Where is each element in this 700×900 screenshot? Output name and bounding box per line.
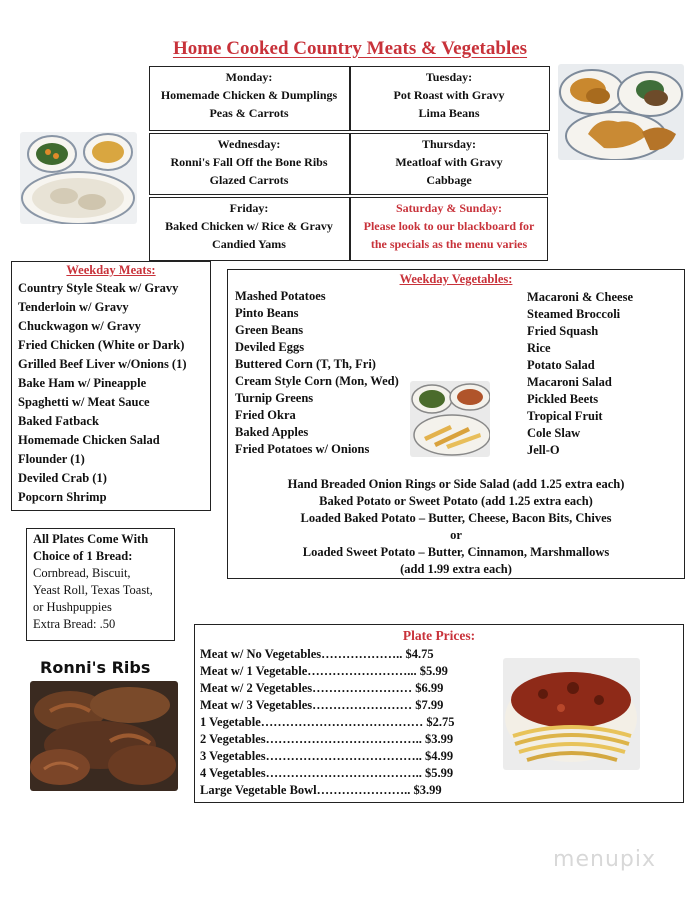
list-item: Deviled Eggs [235, 340, 305, 354]
day-name: Friday: [229, 201, 269, 215]
price-row [200, 748, 455, 765]
vegetables-photo [410, 381, 490, 457]
day-monday [150, 68, 348, 122]
list-item: Buttered Corn (T, Th, Fri) [235, 357, 376, 371]
price-label: 2 Vegetables [200, 732, 266, 746]
list-item: Steamed Broccoli [527, 307, 621, 321]
price-label: 3 Vegetables [200, 749, 266, 763]
day-line: Candied Yams [212, 237, 286, 251]
price-dots: ……………………………….. [265, 766, 422, 780]
day-name: Wednesday: [217, 137, 281, 151]
day-name: Monday: [225, 70, 273, 84]
day-line: Ronni's Fall Off the Bone Ribs [170, 155, 328, 169]
weekday-vegetables-heading: Weekday Vegetables: [399, 272, 513, 286]
list-item: Bake Ham w/ Pineapple [18, 376, 147, 390]
list-item: Potato Salad [527, 358, 595, 372]
list-item: Rice [527, 341, 551, 355]
list-item: Fried Okra [235, 408, 296, 422]
list-item: Baked Fatback [18, 414, 99, 428]
bread-line: Extra Bread: .50 [33, 617, 116, 631]
price-row [200, 663, 455, 680]
list-item: Chuckwagon w/ Gravy [18, 319, 141, 333]
price-label: Meat w/ No Vegetables [200, 647, 322, 661]
extra-line: (add 1.99 extra each) [400, 562, 512, 576]
list-item: Jell-O [527, 443, 560, 457]
day-thursday [350, 135, 548, 189]
list-item: Pickled Beets [527, 392, 599, 406]
day-line: Peas & Carrots [209, 106, 289, 120]
list-item: Macaroni Salad [527, 375, 612, 389]
day-line: the specials as the menu varies [370, 237, 528, 251]
price-label: 1 Vegetable [200, 715, 261, 729]
price-value: $4.99 [425, 749, 454, 763]
list-item: Cole Slaw [527, 426, 581, 440]
list-item: Turnip Greens [235, 391, 314, 405]
day-line: Please look to our blackboard for [363, 219, 535, 233]
day-name: Saturday & Sunday: [395, 201, 503, 215]
day-line: Pot Roast with Gravy [393, 88, 505, 102]
price-row [200, 782, 455, 799]
day-wednesday [150, 135, 348, 189]
ribs-photo [30, 681, 178, 791]
day-line: Cabbage [426, 173, 472, 187]
price-value: $2.75 [426, 715, 455, 729]
spaghetti-photo [503, 658, 640, 770]
extra-line: Hand Breaded Onion Rings or Side Salad (add 1.25 extra each) [287, 477, 625, 491]
list-item: Deviled Crab (1) [18, 471, 107, 485]
price-value: $3.99 [425, 732, 454, 746]
plate-prices-heading: Plate Prices: [402, 628, 476, 643]
day-line: Lima Beans [418, 106, 480, 120]
dumplings-photo [20, 132, 137, 224]
list-item: Fried Squash [527, 324, 599, 338]
price-value: $5.99 [425, 766, 454, 780]
list-item: Flounder (1) [18, 452, 85, 466]
price-row [200, 714, 455, 731]
ribs-label: Ronni's Ribs [40, 658, 151, 677]
list-item: Baked Apples [235, 425, 309, 439]
list-item: Tenderloin w/ Gravy [18, 300, 129, 314]
bread-heading: All Plates Come With [33, 532, 149, 546]
day-friday [150, 199, 348, 253]
weekday-meats-box [11, 261, 211, 511]
day-tuesday [350, 68, 548, 122]
price-dots: ………………….. [316, 783, 411, 797]
page-title: Home Cooked Country Meats & Vegetables [172, 38, 528, 59]
price-value: $3.99 [413, 783, 442, 797]
day-weekend [350, 199, 548, 253]
price-row [200, 646, 455, 663]
day-line: Glazed Carrots [209, 173, 289, 187]
day-line: Homemade Chicken & Dumplings [160, 88, 338, 102]
price-label: Meat w/ 3 Vegetables [200, 698, 313, 712]
menupix-watermark: menupix [553, 847, 656, 872]
bread-line: Yeast Roll, Texas Toast, [33, 583, 153, 597]
list-item: Spaghetti w/ Meat Sauce [18, 395, 150, 409]
price-dots: ……………….. [321, 647, 403, 661]
price-dots: …………………… [312, 698, 413, 712]
price-value: $7.99 [415, 698, 444, 712]
price-row [200, 680, 455, 697]
list-item: Green Beans [235, 323, 304, 337]
price-label: Meat w/ 2 Vegetables [200, 681, 313, 695]
price-row [200, 697, 455, 714]
list-item: Mashed Potatoes [235, 289, 326, 303]
price-label: 4 Vegetables [200, 766, 266, 780]
price-dots: ……………………………….. [265, 749, 422, 763]
bread-line: Cornbread, Biscuit, [33, 566, 131, 580]
vegetables-right-list [527, 289, 633, 459]
bread-box [26, 528, 175, 641]
list-item: Popcorn Shrimp [18, 490, 107, 504]
list-item: Grilled Beef Liver w/Onions (1) [18, 357, 187, 371]
price-row [200, 731, 455, 748]
price-label: Meat w/ 1 Vegetable [200, 664, 308, 678]
list-item: Macaroni & Cheese [527, 290, 633, 304]
weekday-meats-list [18, 279, 210, 507]
fried-chicken-photo [558, 64, 684, 160]
vegetables-left-list [235, 288, 399, 458]
bread-line: or Hushpuppies [33, 600, 112, 614]
price-value: $4.75 [405, 647, 434, 661]
list-item: Fried Chicken (White or Dark) [18, 338, 185, 352]
day-name: Tuesday: [425, 70, 473, 84]
extra-line: or [450, 528, 462, 542]
price-value: $5.99 [419, 664, 448, 678]
price-dots: …………………… [312, 681, 413, 695]
price-label: Large Vegetable Bowl [200, 783, 317, 797]
plate-prices-list [200, 646, 455, 799]
extra-line: Loaded Sweet Potato – Butter, Cinnamon, Marshmallows [302, 545, 610, 559]
list-item: Cream Style Corn (Mon, Wed) [235, 374, 399, 388]
price-row [200, 765, 455, 782]
list-item: Pinto Beans [235, 306, 299, 320]
weekday-meats-heading: Weekday Meats: [66, 263, 156, 277]
price-dots: ……………………... [307, 664, 417, 678]
vegetables-extras [228, 476, 684, 578]
list-item: Country Style Steak w/ Gravy [18, 281, 179, 295]
day-name: Thursday: [421, 137, 477, 151]
price-dots: ……………………………….. [265, 732, 422, 746]
day-line: Baked Chicken w/ Rice & Gravy [165, 219, 333, 233]
list-item: Tropical Fruit [527, 409, 603, 423]
list-item: Homemade Chicken Salad [18, 433, 160, 447]
extra-line: Baked Potato or Sweet Potato (add 1.25 extra each) [319, 494, 593, 508]
bread-heading: Choice of 1 Bread: [33, 549, 133, 563]
extra-line: Loaded Baked Potato – Butter, Cheese, Bacon Bits, Chives [300, 511, 612, 525]
day-line: Meatloaf with Gravy [395, 155, 503, 169]
price-value: $6.99 [415, 681, 444, 695]
price-dots: ………………………………… [260, 715, 424, 729]
list-item: Fried Potatoes w/ Onions [235, 442, 370, 456]
